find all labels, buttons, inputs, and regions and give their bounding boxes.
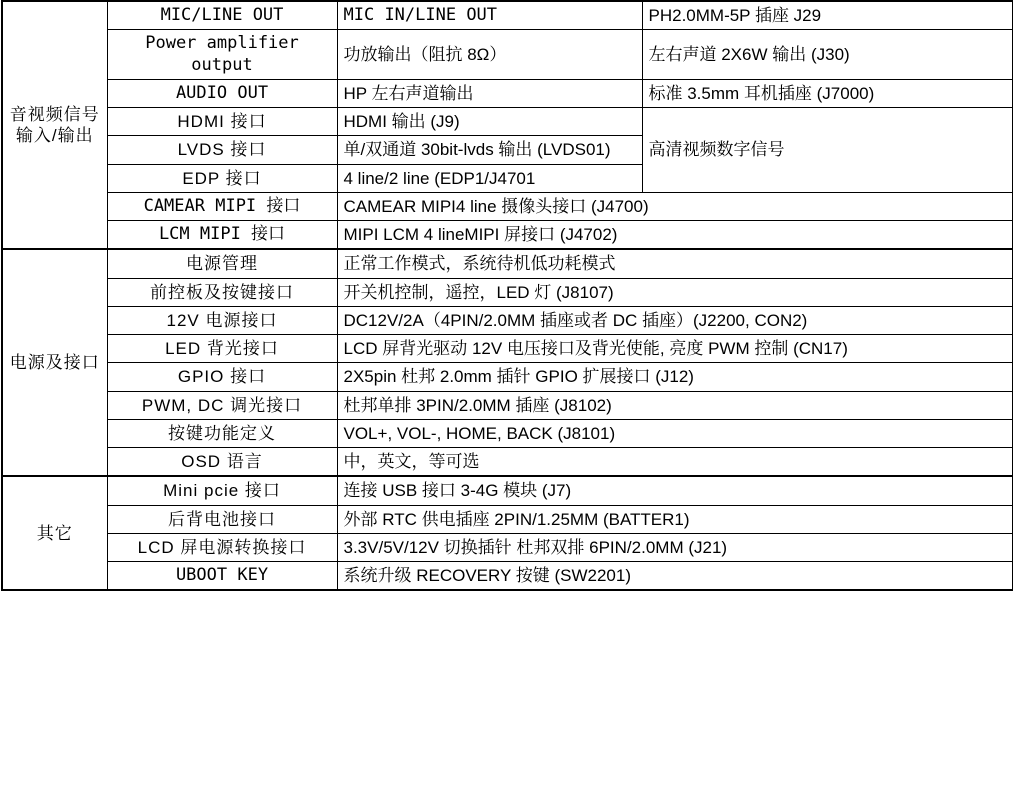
table-row: [2, 108, 1013, 136]
row-desc: 连接 USB 接口 3-4G 模块 (J7): [337, 476, 1013, 505]
table-row: [2, 192, 1013, 220]
table-row: [2, 249, 1013, 278]
row-label: 电源管理: [107, 249, 337, 278]
row-desc: 正常工作模式，系统待机低功耗模式: [337, 249, 1013, 278]
row-label: PWM, DC 调光接口: [107, 391, 337, 419]
row-label: AUDIO OUT: [107, 79, 337, 107]
row-label: EDP 接口: [107, 164, 337, 192]
row-extra: 标准 3.5mm 耳机插座 (J7000): [642, 79, 1013, 107]
row-label: 按键功能定义: [107, 419, 337, 447]
table-row: [2, 363, 1013, 391]
table-row: [2, 30, 1013, 80]
row-extra: 左右声道 2X6W 输出 (J30): [642, 30, 1013, 80]
table-row: [2, 448, 1013, 477]
row-label: LCD 屏电源转换接口: [107, 533, 337, 561]
row-desc: LCD 屏背光驱动 12V 电压接口及背光使能, 亮度 PWM 控制 (CN17): [337, 335, 1013, 363]
table-row: [2, 391, 1013, 419]
row-label: CAMEAR MIPI 接口: [107, 192, 337, 220]
table-row: [2, 505, 1013, 533]
row-desc: MIC IN/LINE OUT: [337, 1, 642, 30]
row-label: 前控板及按键接口: [107, 278, 337, 306]
row-extra: 高清视频数字信号: [642, 108, 1013, 193]
row-label: 后背电池接口: [107, 505, 337, 533]
row-desc: 单/双通道 30bit-lvds 输出 (LVDS01): [337, 136, 642, 164]
table-row: [2, 221, 1013, 250]
table-row: [2, 419, 1013, 447]
row-extra: PH2.0MM-5P 插座 J29: [642, 1, 1013, 30]
row-desc: 2X5pin 杜邦 2.0mm 插针 GPIO 扩展接口 (J12): [337, 363, 1013, 391]
row-desc: 中，英文，等可选: [337, 448, 1013, 477]
row-label: Mini pcie 接口: [107, 476, 337, 505]
row-label: 12V 电源接口: [107, 306, 337, 334]
table-row: [2, 79, 1013, 107]
row-desc: 3.3V/5V/12V 切换插针 杜邦双排 6PIN/2.0MM (J21): [337, 533, 1013, 561]
row-desc: 外部 RTC 供电插座 2PIN/1.25MM (BATTER1): [337, 505, 1013, 533]
specification-table: [1, 0, 1013, 591]
row-label: Power amplifier output: [107, 30, 337, 80]
table-row: [2, 335, 1013, 363]
table-row: [2, 533, 1013, 561]
row-desc: MIPI LCM 4 lineMIPI 屏接口 (J4702): [337, 221, 1013, 250]
row-label: LVDS 接口: [107, 136, 337, 164]
row-label: HDMI 接口: [107, 108, 337, 136]
table-row: [2, 306, 1013, 334]
row-desc: 系统升级 RECOVERY 按键 (SW2201): [337, 562, 1013, 591]
row-label: OSD 语言: [107, 448, 337, 477]
table-row: [2, 1, 1013, 30]
table-row: [2, 278, 1013, 306]
row-desc: DC12V/2A（4PIN/2.0MM 插座或者 DC 插座）(J2200, CON2): [337, 306, 1013, 334]
row-label: UBOOT KEY: [107, 562, 337, 591]
row-desc: 功放输出（阻抗 8Ω）: [337, 30, 642, 80]
row-desc: VOL+, VOL-, HOME, BACK (J8101): [337, 419, 1013, 447]
row-desc: 杜邦单排 3PIN/2.0MM 插座 (J8102): [337, 391, 1013, 419]
row-desc: CAMEAR MIPI4 line 摄像头接口 (J4700): [337, 192, 1013, 220]
row-desc: HP 左右声道输出: [337, 79, 642, 107]
row-label: LED 背光接口: [107, 335, 337, 363]
group-label-other: 其它: [2, 476, 107, 590]
table-row: [2, 476, 1013, 505]
group-label-av: 音视频信号输入/输出: [2, 1, 107, 249]
row-label: LCM MIPI 接口: [107, 221, 337, 250]
row-desc: 4 line/2 line (EDP1/J4701: [337, 164, 642, 192]
table-row: [2, 562, 1013, 591]
row-label: GPIO 接口: [107, 363, 337, 391]
group-label-power: 电源及接口: [2, 249, 107, 476]
row-desc: HDMI 输出 (J9): [337, 108, 642, 136]
row-desc: 开关机控制，遥控，LED 灯 (J8107): [337, 278, 1013, 306]
row-label: MIC/LINE OUT: [107, 1, 337, 30]
